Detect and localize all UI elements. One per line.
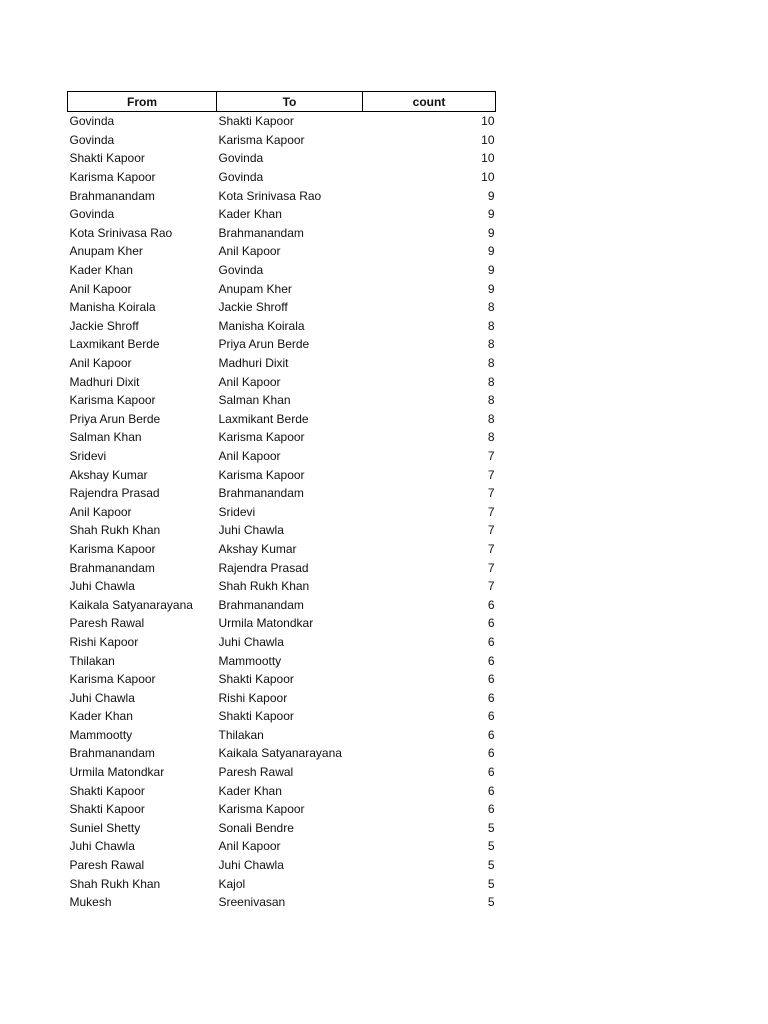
cell-count: 6 xyxy=(487,672,495,687)
table-row xyxy=(68,447,496,466)
cell-to: Karisma Kapoor xyxy=(218,802,305,817)
cell-from: Shakti Kapoor xyxy=(69,151,145,166)
table-row xyxy=(68,781,496,800)
cell-from: Brahmanandam xyxy=(69,746,155,761)
table-row xyxy=(68,335,496,354)
cell-from: Mammootty xyxy=(69,727,133,742)
table-row xyxy=(68,186,496,205)
table-row xyxy=(68,410,496,429)
table-row xyxy=(68,112,496,131)
table-row xyxy=(68,707,496,726)
table-row xyxy=(68,800,496,819)
cell-count: 9 xyxy=(487,207,495,222)
cell-from: Priya Arun Berde xyxy=(69,411,161,426)
cell-to: Mammootty xyxy=(218,653,282,668)
cell-from: Juhi Chawla xyxy=(69,579,135,594)
cell-from: Kader Khan xyxy=(69,709,133,724)
cell-count: 7 xyxy=(487,541,495,556)
cell-to: Karisma Kapoor xyxy=(218,430,305,445)
table-row xyxy=(68,521,496,540)
cell-from: Kota Srinivasa Rao xyxy=(69,225,173,240)
table-row xyxy=(68,354,496,373)
cell-count: 9 xyxy=(487,188,495,203)
cell-from: Paresh Rawal xyxy=(69,616,145,631)
table-row xyxy=(68,205,496,224)
cell-to: Laxmikant Berde xyxy=(218,411,309,426)
cell-to: Brahmanandam xyxy=(218,486,304,501)
cell-to: Salman Khan xyxy=(218,393,291,408)
cell-to: Thilakan xyxy=(218,727,264,742)
cell-count: 5 xyxy=(487,876,495,891)
cell-from: Govinda xyxy=(69,132,115,147)
cell-count: 6 xyxy=(487,634,495,649)
cell-count: 8 xyxy=(487,393,495,408)
cell-to: Shakti Kapoor xyxy=(218,672,294,687)
cell-count: 7 xyxy=(487,486,495,501)
table-row xyxy=(68,558,496,577)
cell-count: 10 xyxy=(481,170,495,185)
cell-from: Juhi Chawla xyxy=(69,690,135,705)
cell-from: Laxmikant Berde xyxy=(69,337,160,352)
cell-from: Suniel Shetty xyxy=(69,820,141,835)
cell-from: Anil Kapoor xyxy=(69,281,132,296)
cell-count: 10 xyxy=(481,151,495,166)
cell-count: 6 xyxy=(487,653,495,668)
cell-count: 6 xyxy=(487,616,495,631)
cell-to: Govinda xyxy=(218,151,264,166)
cell-count: 9 xyxy=(487,225,495,240)
cell-count: 6 xyxy=(487,690,495,705)
cell-count: 8 xyxy=(487,430,495,445)
table-row xyxy=(68,633,496,652)
cell-count: 8 xyxy=(487,318,495,333)
cell-to: Sreenivasan xyxy=(218,895,286,910)
cell-to: Kader Khan xyxy=(218,783,282,798)
cell-from: Anil Kapoor xyxy=(69,356,132,371)
cell-count: 7 xyxy=(487,579,495,594)
cell-count: 7 xyxy=(487,467,495,482)
cell-count: 9 xyxy=(487,281,495,296)
cell-to: Govinda xyxy=(218,170,264,185)
cell-from: Shakti Kapoor xyxy=(69,783,145,798)
cell-from: Govinda xyxy=(69,114,115,129)
table-row xyxy=(68,131,496,150)
table-row xyxy=(68,502,496,521)
cell-to: Anupam Kher xyxy=(218,281,292,296)
cell-to: Brahmanandam xyxy=(218,597,304,612)
cell-from: Karisma Kapoor xyxy=(69,170,156,185)
cell-to: Anil Kapoor xyxy=(218,839,281,854)
cell-count: 8 xyxy=(487,374,495,389)
table-row xyxy=(68,391,496,410)
cell-to: Akshay Kumar xyxy=(218,541,297,556)
cell-to: Jackie Shroff xyxy=(218,300,288,315)
cell-to: Anil Kapoor xyxy=(218,374,281,389)
cell-from: Sridevi xyxy=(69,448,107,463)
cell-from: Karisma Kapoor xyxy=(69,393,156,408)
cell-to: Juhi Chawla xyxy=(218,634,284,649)
table-row xyxy=(68,317,496,336)
cell-to: Kaikala Satyanarayana xyxy=(218,746,342,761)
table-row xyxy=(68,856,496,875)
cell-to: Govinda xyxy=(218,263,264,278)
cell-count: 5 xyxy=(487,895,495,910)
cell-from: Madhuri Dixit xyxy=(69,374,140,389)
table-row xyxy=(68,651,496,670)
cell-from: Manisha Koirala xyxy=(69,300,156,315)
table-row xyxy=(68,744,496,763)
table-row xyxy=(68,261,496,280)
cell-from: Juhi Chawla xyxy=(69,839,135,854)
cell-from: Kaikala Satyanarayana xyxy=(69,597,193,612)
cell-to: Kota Srinivasa Rao xyxy=(218,188,322,203)
cell-count: 8 xyxy=(487,356,495,371)
cell-from: Salman Khan xyxy=(69,430,142,445)
header-row xyxy=(68,92,496,112)
cell-to: Kajol xyxy=(218,876,246,891)
cell-to: Rajendra Prasad xyxy=(218,560,309,575)
cell-count: 5 xyxy=(487,858,495,873)
cell-count: 7 xyxy=(487,523,495,538)
table-row xyxy=(68,595,496,614)
cell-count: 6 xyxy=(487,783,495,798)
table-row xyxy=(68,224,496,243)
cell-from: Rajendra Prasad xyxy=(69,486,160,501)
table-row xyxy=(68,279,496,298)
cell-count: 6 xyxy=(487,746,495,761)
cell-to: Madhuri Dixit xyxy=(218,356,289,371)
cell-to: Kader Khan xyxy=(218,207,282,222)
table-row xyxy=(68,298,496,317)
cell-from: Brahmanandam xyxy=(69,188,155,203)
cell-count: 6 xyxy=(487,802,495,817)
cell-count: 7 xyxy=(487,448,495,463)
cell-from: Rishi Kapoor xyxy=(69,634,139,649)
cell-from: Brahmanandam xyxy=(69,560,155,575)
cell-count: 8 xyxy=(487,411,495,426)
cell-from: Shah Rukh Khan xyxy=(69,876,161,891)
table-row xyxy=(68,372,496,391)
table-row xyxy=(68,614,496,633)
cell-count: 6 xyxy=(487,765,495,780)
cell-from: Akshay Kumar xyxy=(69,467,148,482)
cell-from: Govinda xyxy=(69,207,115,222)
table-row xyxy=(68,484,496,503)
cell-from: Shah Rukh Khan xyxy=(69,523,161,538)
cell-count: 6 xyxy=(487,709,495,724)
cell-from: Thilakan xyxy=(69,653,115,668)
cell-count: 9 xyxy=(487,244,495,259)
cell-count: 8 xyxy=(487,337,495,352)
cell-to: Shakti Kapoor xyxy=(218,709,294,724)
table-row xyxy=(68,149,496,168)
column-header-to: To xyxy=(217,92,363,112)
cell-to: Sonali Bendre xyxy=(218,820,294,835)
table-body xyxy=(68,112,496,912)
cell-from: Urmila Matondkar xyxy=(69,765,165,780)
column-header-from: From xyxy=(68,92,217,112)
cell-count: 6 xyxy=(487,727,495,742)
cell-from: Shakti Kapoor xyxy=(69,802,145,817)
spreadsheet-table-container xyxy=(67,91,495,912)
column-header-count: count xyxy=(363,92,496,112)
cell-to: Anil Kapoor xyxy=(218,244,281,259)
cell-to: Anil Kapoor xyxy=(218,448,281,463)
cell-from: Kader Khan xyxy=(69,263,133,278)
table-row xyxy=(68,837,496,856)
table-row xyxy=(68,874,496,893)
cell-to: Manisha Koirala xyxy=(218,318,305,333)
cell-to: Juhi Chawla xyxy=(218,858,284,873)
cell-count: 10 xyxy=(481,114,495,129)
table-row xyxy=(68,242,496,261)
cell-to: Juhi Chawla xyxy=(218,523,284,538)
cell-from: Jackie Shroff xyxy=(69,318,139,333)
table-row xyxy=(68,428,496,447)
cell-from: Karisma Kapoor xyxy=(69,541,156,556)
cell-to: Rishi Kapoor xyxy=(218,690,288,705)
cell-to: Urmila Matondkar xyxy=(218,616,314,631)
table-row xyxy=(68,670,496,689)
cell-to: Karisma Kapoor xyxy=(218,467,305,482)
cell-count: 5 xyxy=(487,820,495,835)
cell-to: Brahmanandam xyxy=(218,225,304,240)
table-row xyxy=(68,540,496,559)
cell-count: 10 xyxy=(481,132,495,147)
cell-count: 7 xyxy=(487,504,495,519)
data-table xyxy=(67,91,496,912)
table-row xyxy=(68,465,496,484)
table-row xyxy=(68,726,496,745)
cell-to: Shah Rukh Khan xyxy=(218,579,310,594)
cell-to: Shakti Kapoor xyxy=(218,114,294,129)
table-row xyxy=(68,893,496,912)
cell-from: Paresh Rawal xyxy=(69,858,145,873)
table-row xyxy=(68,819,496,838)
cell-from: Mukesh xyxy=(69,895,112,910)
cell-to: Sridevi xyxy=(218,504,256,519)
cell-to: Paresh Rawal xyxy=(218,765,294,780)
cell-from: Karisma Kapoor xyxy=(69,672,156,687)
cell-count: 6 xyxy=(487,597,495,612)
cell-count: 7 xyxy=(487,560,495,575)
table-row xyxy=(68,168,496,187)
table-row xyxy=(68,763,496,782)
table-row xyxy=(68,688,496,707)
cell-count: 8 xyxy=(487,300,495,315)
table-row xyxy=(68,577,496,596)
cell-from: Anupam Kher xyxy=(69,244,143,259)
cell-count: 9 xyxy=(487,263,495,278)
cell-to: Karisma Kapoor xyxy=(218,132,305,147)
cell-to: Priya Arun Berde xyxy=(218,337,310,352)
cell-from: Anil Kapoor xyxy=(69,504,132,519)
cell-count: 5 xyxy=(487,839,495,854)
